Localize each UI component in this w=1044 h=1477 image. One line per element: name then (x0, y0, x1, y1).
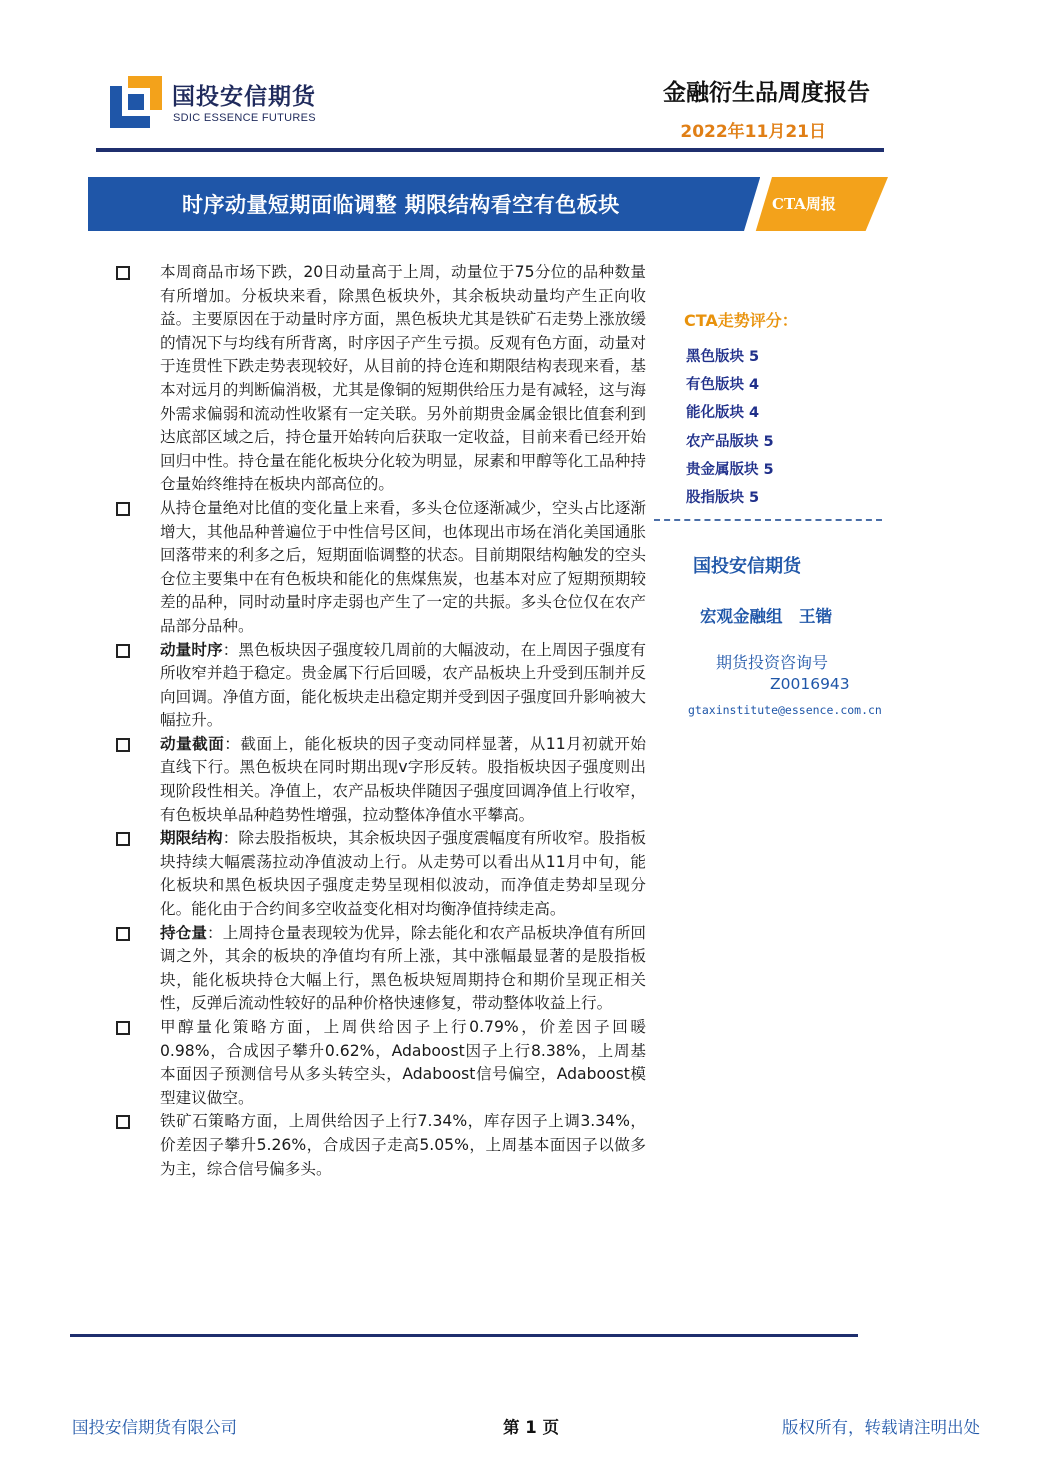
footer-company: 国投安信期货有限公司 (72, 1418, 237, 1437)
checkbox-bullet-icon (116, 1021, 130, 1035)
report-tag: CTA周报 (772, 195, 836, 213)
list-item (116, 733, 646, 827)
list-item (116, 827, 646, 921)
summary-bullet-list (116, 261, 646, 1181)
title-banner (88, 177, 888, 231)
bullet-text: 本周商品市场下跌，20日动量高于上周，动量位于75分位的品种数量有所增加。分板块来看，除黑色板块外，其余板块动量均产生正向收益。主要原因在于动量时序方面，黑色板块尤其是铁矿石走势上涨放缓的情况下与均线有所背离，时序因子产生亏损。反观有色方面，动量对于连贯性下跌走势表现较好，从目前的持仓连和期限结构表现来看，基本对远月的判断偏消极，尤其是像铜的短期供给压力是有减轻，这与海外需求偏弱和流动性收紧有一定关联。另外前期贵金属金银比值套利到达底部区域之后，持仓量开始转向后获取一定收益，目前来看已经开始回归中性。持仓量在能化板块分化较为明显，尿素和甲醇等化工品种持仓量始终维持在板块内部高位的。 (160, 263, 646, 494)
bullet-heading: 期限结构 (160, 829, 223, 848)
score-item-precious-metals: 贵金属版块 5 (686, 461, 774, 478)
footer-copyright: 版权所有，转载请注明出处 (782, 1418, 980, 1437)
bullet-heading: 持仓量 (160, 923, 208, 942)
score-item-agricultural: 农产品版块 5 (686, 433, 774, 450)
sidebar-company-name: 国投安信期货 (693, 556, 801, 577)
score-item-nonferrous: 有色版块 4 (686, 377, 760, 394)
bullet-text: 甲醇量化策略方面，上周供给因子上行0.79%，价差因子回暖0.98%，合成因子攀升0.62%，Adaboost因子上行8.38%，上周基本面因子预测信号从多头转空头，Adaboost信号偏空，Adaboost模型建议做空。 (160, 1018, 646, 1107)
checkbox-bullet-icon (116, 266, 130, 280)
list-item (116, 1016, 646, 1110)
cta-score-list (686, 343, 774, 512)
report-title: 时序动量短期面临调整 期限结构看空有色板块 (182, 193, 620, 217)
license-label: 期货投资咨询号 (716, 653, 829, 672)
footer-divider (70, 1334, 858, 1337)
bullet-text: ：除去股指板块，其余板块因子强度震幅度有所收窄。股指板块持续大幅震荡拉动净值波动上行。从走势可以看出从11月中旬，能化板块和黑色板块因子强度走势呈现相似波动，而净值走势却呈现分化。能化由于合约间多空收益变化相对均衡净值持续走高。 (160, 829, 646, 919)
company-logo (110, 76, 320, 132)
report-type: 金融衍生品周度报告 (663, 80, 870, 106)
report-date: 2022年11月21日 (680, 122, 826, 142)
cta-score-title: CTA走势评分： (684, 311, 798, 330)
bullet-text: ：黑色板块因子强度较几周前的大幅波动，在上周因子强度有所收窄并趋于稳定。贵金属下行后回暖，农产品板块上升受到压制并反向回调。净值方面，能化板块走出稳定期并受到因子强度回升影响被大幅拉升。 (160, 640, 646, 730)
score-item-energy-chemical: 能化版块 4 (686, 405, 760, 422)
logo-mark-icon (110, 76, 162, 128)
bullet-text: ：上周持仓量表现较为优异，除去能化和农产品板块净值有所回调之外，其余的板块的净值均有所上涨，其中涨幅最显著的是股指板块，能化板块持仓大幅上行，黑色板块短周期持仓和期价呈现正相关性，反弹后流动性较好的品种价格快速修复，带动整体收益上行。 (160, 923, 646, 1013)
checkbox-bullet-icon (116, 738, 130, 752)
list-item (116, 639, 646, 733)
checkbox-bullet-icon (116, 832, 130, 846)
list-item (116, 1110, 646, 1181)
contact-email[interactable]: gtaxinstitute@essence.com.cn (688, 703, 882, 717)
logo-cn-text: 国投安信期货 (172, 84, 316, 110)
checkbox-bullet-icon (116, 502, 130, 516)
checkbox-bullet-icon (116, 927, 130, 941)
score-item-stock-index: 股指版块 5 (686, 490, 760, 507)
bullet-text: 铁矿石策略方面，上周供给因子上行7.34%，库存因子上调3.34%，价差因子攀升5.26%，合成因子走高5.05%，上周基本面因子以做多为主，综合信号偏多头。 (160, 1112, 646, 1178)
bullet-heading: 动量时序 (160, 640, 223, 659)
header-divider (96, 148, 884, 152)
checkbox-bullet-icon (116, 1115, 130, 1129)
page-number: 第 1 页 (503, 1418, 559, 1437)
bullet-text: ：截面上，能化板块的因子变动同样显著，从11月初就开始直线下行。黑色板块在同时期出现v字形反转。股指板块因子强度则出现阶段性相关。净值上，农产品板块伴随因子强度回调净值上行收窄，有色板块单品种趋势性增强，拉动整体净值水平攀高。 (160, 734, 646, 824)
license-number: Z0016943 (770, 675, 850, 693)
author-name: 宏观金融组 王锴 (700, 607, 832, 626)
sidebar-divider (654, 519, 882, 521)
score-item-black: 黑色版块 5 (686, 349, 760, 365)
list-item (116, 497, 646, 639)
bullet-heading: 动量截面 (160, 734, 225, 753)
list-item (116, 922, 646, 1016)
bullet-text: 从持仓量绝对比值的变化量上来看，多头仓位逐渐减少，空头占比逐渐增大，其他品种普遍位于中性信号区间，也体现出市场在消化美国通胀回落带来的利多之后，短期面临调整的状态。目前期限结构触发的空头仓位主要集中在有色板块和能化的焦煤焦炭，也基本对应了短期预期较差的品种，同时动量时序走弱也产生了一定的共振。多头仓位仅在农产品部分品种。 (160, 498, 646, 635)
list-item (116, 261, 646, 497)
logo-en-text: SDIC ESSENCE FUTURES (173, 112, 316, 124)
checkbox-bullet-icon (116, 644, 130, 658)
